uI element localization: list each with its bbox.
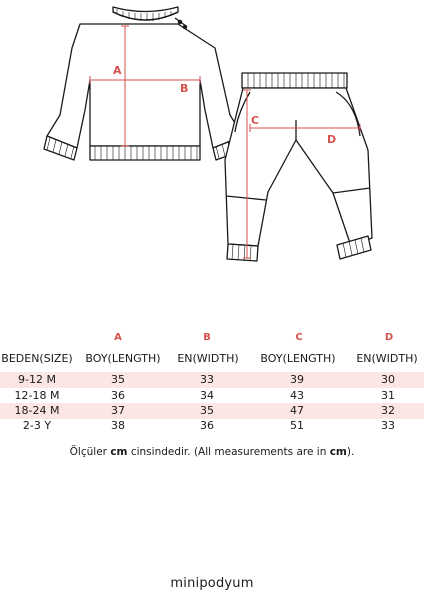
header-size: BEDEN(SIZE): [1, 352, 73, 365]
header-bottom-length: BOY(LENGTH): [260, 352, 336, 365]
letter-d: D: [384, 332, 394, 343]
letter-a: A: [114, 332, 122, 343]
measurement-note: Ölçüler cm cinsindedir. (All measurements are in cm).: [69, 446, 355, 458]
table-row: 9-12 M 35 33 39 30: [0, 372, 424, 388]
table-row: 12-18 M 36 34 43 31: [14, 389, 395, 402]
measure-b-label: B: [180, 82, 189, 95]
letter-c: C: [295, 332, 303, 343]
header-bottom-width: EN(WIDTH): [356, 352, 418, 365]
header-top-length: BOY(LENGTH): [85, 352, 161, 365]
measure-d-label: D: [327, 133, 337, 146]
sweatshirt-drawing: [44, 7, 246, 160]
measure-c-label: C: [251, 114, 260, 127]
table-row: 2-3 Y 38 36 51 33: [22, 419, 395, 432]
table-header-row: [0, 352, 424, 370]
measurement-letter-row: [0, 332, 424, 348]
table-row: 18-24 M 37 35 47 32: [0, 403, 424, 419]
measure-a-label: A: [113, 64, 122, 77]
letter-b: B: [203, 332, 211, 343]
header-top-width: EN(WIDTH): [177, 352, 239, 365]
brand-logo-text: minipodyum: [170, 576, 254, 591]
